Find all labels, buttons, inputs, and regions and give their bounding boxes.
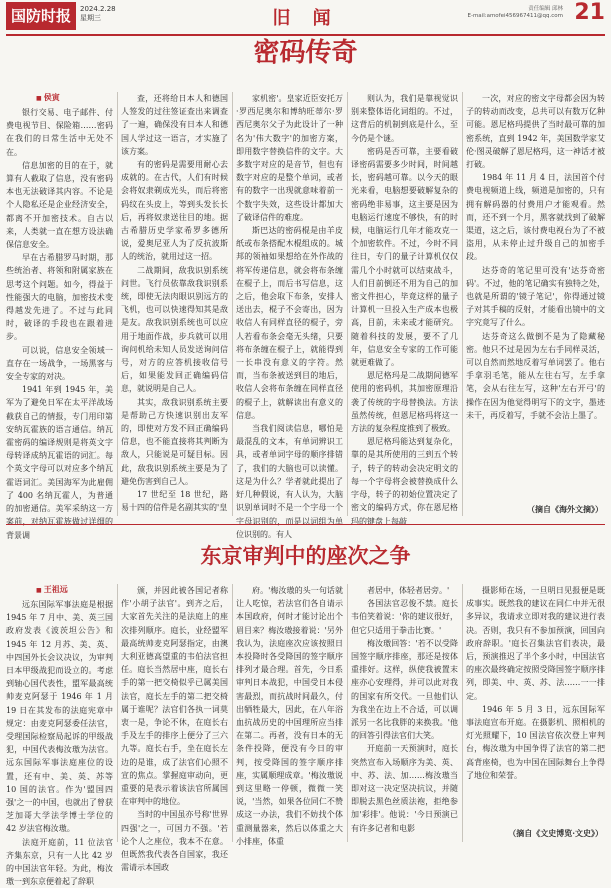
column-divider <box>347 92 348 516</box>
article1-column-4 <box>351 92 458 526</box>
paragraph: 恩尼格玛是二战期间德军使用的密码机，其加密原理沿袭了传统的字母替换法。方法虽然传统，但恩尼格玛将这一方法的复杂程度推到了极致。 <box>351 371 458 434</box>
column-divider <box>232 584 233 842</box>
paragraph: 颁，并因此被各国记者称作'小胡子法官'。到齐之后，大家首先关注的是法庭上的座次排列顺序。庭长，业经盟军最高统帅麦克阿瑟指定，由澳大利亚德高望重的韦伯法官担任。庭长当然居中座，庭长右手的第一把交椅似乎已属美国法官，庭长左手的第二把交椅属于谁呢？法官们各执一词莫衷一是，争论不休，在庭长右手及左手的排序上便分了三六九等。庭长右手，坐在庭长左边的是谁，成了法官们心照不宣的焦点。掌握庭审动向，更重要的是表示着该法官所属国在审判中的地位。 <box>121 586 228 807</box>
paragraph: 银行交易、电子邮件、付费电视节目、保险箱……密码在我们的日常生活中无处不在。 <box>6 108 113 157</box>
paragraph: 信息加密的目的在于，就算有人截取了信息，没有密码本也无法破译其内容。不论是个人隐私还是企业经济安全，都离不开加密技术。自古以来，人类就一直在想方设法确保信息安全。 <box>6 160 113 250</box>
paragraph: 查，还将给日本人和德国人签发的过往签证查出来调查了一遍，确保没有日本人和德国人学过这一语言，才实施了该方案。 <box>121 94 228 156</box>
paragraph: 摄影师在场，一旦明日见报便是既成事实。既然我的建议在同仁中并无很多异议，我请求立即对我的建议进行表决。否则，我只有不参加预演，回国向政府辞职。'庭长召集法官们表决，最后，预演推迟了半个多小时，中国法官的座次最终确定按照受降国签字顺序排列，即美、中、英、苏、法……一一排定。 <box>466 586 605 701</box>
paragraph: 1941 年到 1945 年，美军为了避免日军在太平洋战场截获自己的情报，专门用印第安纳瓦霍族的语言通信。纳瓦霍密码的编译规则是将英文字母转译成纳瓦霍语的词汇。每个英文字母可以对应多个纳瓦霍语词汇。美国海军为此雇佣了 400 名纳瓦霍人，为普通的加密通信。美军采纳这一方案前，对纳瓦霍族做过详细的背景调 <box>6 385 113 540</box>
newspaper-masthead: 国防时报 <box>6 2 76 30</box>
paragraph: 1984 年 11 月 4 日，法国首个付费电视频道上线，频道是加密的，只有拥有解码器的付费用户才能观看。然而，还不到一个月，黑客就找到了破解渠道，这之后，该付费电视台为了不被盗用，从未停止过升级自己的加密手段。 <box>466 173 605 262</box>
column-divider <box>117 92 118 516</box>
column-divider <box>462 92 463 516</box>
article2-source: （摘自《文史博览·文史》） <box>508 828 603 838</box>
paragraph: 早在古希腊罗马时期，那些统治者、将领和附属家族在思考这个问题。如今，得益于性能强大的电脑，加密技术变得越发先进了。不过与此同时，破译的手段也在跟着进步。 <box>6 253 113 342</box>
weekday-text: 星期三 <box>80 14 101 22</box>
paragraph: 远东国际军事法庭是根据 1945 年 7 月中、美、英三国政府发表《波茨坦公告》和 1945 年 12 月苏、美、英、中四国外长会议决议，为审判日本甲级战犯而设立的。考虑到轴心国代表性，盟军最高统帅麦克阿瑟于 1946 年 1 月 19 日在其发布的法庭宪章中规定：由麦克阿瑟委任法官，受理国际检察局起诉的甲级战犯，中国代表梅汝璈为法官。远东国际军事法庭座位的设置，还有中、美、英、苏等 10 国的法官。作为'盟国四强'之一的中国，也就出了曾获芝加哥大学法学博士学位的 42 岁法官梅汝璈。 <box>6 600 113 834</box>
paragraph: 1946 年 5 月 3 日，远东国际军事法庭宣布开庭。在摄影机、照相机的灯光照耀下，10 国法官依次登上审判台，梅汝璈为中国争得了法官的第二把高背座椅，也为中国在国际舞台上争得了地位和荣誉。 <box>466 704 605 780</box>
editor-info <box>467 6 563 20</box>
paragraph: 当时的中国虽亦号称'世界四强'之一，可国力不强。'若论个人之座位，我本不在意。但既然我代表各自国家，我还需请示本国政 <box>121 810 228 873</box>
paragraph: 其实，敌我识别系统主要是帮助己方快速识别出友军的，即使对方发不回正确编码信息，也不能直接将其判断为敌人，只能说是可疑目标。因此，敌我识别系统主要是为了避免伤害到自己人。 <box>121 397 228 486</box>
paragraph: 则认为，我们是靠视觉识别来整体语化词组的。不过，这背后的机制到底是什么，至今仍是个谜。 <box>351 94 458 143</box>
paragraph: 梅汝璈回答：'若不以受降国签字顺序排座，那还是按体重排好。这样，纵使我被置末座亦心安理得，并可以此对我的国家有所交代。一旦他们认为我坐在边上不合适，可以调派另一名比我胖的来换我。'他的回答引得法官们大笑。 <box>351 638 458 741</box>
column-divider <box>347 584 348 842</box>
paragraph: 当我们阅读信息，哪怕是最混乱的文本，有单词辨识工具，或者单词字母的顺序排错了，我们的大脑也可以读懂。这是为什么？学者就此提出了好几种假说，有人认为，大脑识别单词时不是一个字母一个字母识别的，而是以词组为单位识别的。有人 <box>236 424 343 539</box>
paragraph: 可以说，信息安全领域一直存在一场战争，一场黑客与安全专家的对决。 <box>6 345 113 382</box>
paragraph: 法庭开庭前，11 位法官齐集东京，只有一人比 42 岁的中国法官年轻。为此，梅汝璈一到东京便着起了辞职 <box>6 837 113 887</box>
paragraph: 17 世纪至 18 世纪，路易十四的信件是名副其实的'皇 <box>121 490 228 513</box>
section-title: 旧 闻 <box>272 8 339 29</box>
article-divider <box>6 524 605 525</box>
article1-source: （摘自《海外文摘》） <box>527 504 603 514</box>
article1-column-5 <box>466 92 605 500</box>
paragraph: 有的密码是需要用耐心去成就的。在古代，人们有时候会将奴隶剃成光头，而后将密码纹在头皮上，等到头发长长后，再将奴隶送往目的地。据古希腊历史学家希罗多德所说，爱奥尼亚人为了反抗波斯人的统治，就用过这一招。 <box>121 160 228 262</box>
paragraph: 达芬奇的笔记里可没有'达芬奇密码'。不过，他的笔记确实有独特之处，也就是所谓的'镜子笔记'，你得通过镜子对其手稿的反射，才能看出镜中的文字究竟写了什么。 <box>466 265 605 328</box>
paragraph: 府。'梅汝璈的头一句话就让人吃惊，若法官们各自请示本国政府，何时才能讨论出个眉目来？梅汝璈接着说：'另外我认为，法庭座次应该按照日本投降时各受降国的签字顺序排列才最合理。首先，今日系审判日本战犯，中国受日本侵害最烈，而抗战时间最久，付出牺牲最大，因此，在八年浴血抗战历史的中国理所应当排在第二。再者，没有日本的无条件投降，便没有今日的审判，按受降国的签字顺序排座，实属顺理成章。'梅汝璈说到这里略一停顿，微微一笑说，'当然，如果各位同仁不赞成这一办法，我们不妨找个体重测量器来，然后以体重之大小排座，体重 <box>236 586 343 846</box>
article1-title: 密码传奇 <box>253 38 358 68</box>
article2-author: ■ 王祖远 <box>36 584 68 595</box>
paragraph: 达芬奇这么做倒不是为了隐藏秘密。他只不过是因为左右手同样灵活，可以自然而然地反着写单词罢了。他右手拿羽毛笔，能从左往右写，左手拿笔，会从右往左写，这种'左右开弓'的操作在因为他觉得明写下的文字，墨迹未干，再反着写，手就不会沾上墨了。 <box>466 331 605 420</box>
article1-author: ■ 侯寅 <box>36 92 60 103</box>
page-number: 21 <box>574 0 605 25</box>
article2-column-4 <box>351 584 458 842</box>
article2-column-5 <box>466 584 605 828</box>
article2-column-2 <box>121 584 228 873</box>
article1-column-2 <box>121 92 228 516</box>
column-divider <box>462 584 463 842</box>
paragraph: 二战期间，敌我识别系统问世。飞行员依靠敌我识别系统，即使无法肉眼识别远方的飞机，也可以快速得知其是敌是友。敌我识别系统也可以应用于地面作战，步兵就可以用询问机给未知人员发送询问信号，对方的应答机接收信号后，如果能发回正确编码信息，就说明是自己人。 <box>121 265 228 394</box>
date-text: 2024.2.28 <box>80 5 116 13</box>
article1-column-3 <box>236 92 343 539</box>
paragraph: 一次，对应的密文字母都会因为转子的转动而改变，总共可以有数万亿种可能。恩尼格玛提供了当时最可靠的加密系统，直到 1942 年，美国数学家艾伦·图灵破解了恩尼格玛，这一神话才被打破。 <box>466 94 605 170</box>
paragraph: 恩尼格玛能达到复杂化，靠的是其所使用的三到五个转子，转子的转动会决定明文的每一个字母将会被替换成什么字母，转子的初始位置决定了密文的编码方式，你在恩尼格玛的键盘上每敲 <box>351 437 458 526</box>
paragraph: 开庭前一天预演时，庭长突然宣布入场顺序为美、英、中、苏、法、加……梅汝璈当即对这一决定坚决抗议，并随即脱去黑色丝质法袍，拒绝参加'彩排'。他说：'今日预演已有许多记者和电影 <box>351 744 458 833</box>
paragraph: 家机密'。皇家近臣安托万·罗西尼奥尔和博纳旺蒂尔·罗西尼奥尔父子为此设计了一种名为'伟大数字'的加密方案，即用数字替换信件的文字。大多数字对应的是音节，但也有数字对应的是整个单词，或者有的数字一出现就意味着前一个数字失效，这些设计都加大了破译信件的难度。 <box>236 94 343 222</box>
column-divider <box>232 92 233 516</box>
article2-column-1 <box>6 598 113 887</box>
paragraph: 者居中，体轻者居旁。' <box>367 586 450 595</box>
editor-email: E-mail:amofei456967411@qq.com <box>467 13 563 19</box>
article2-title: 东京审判中的座次之争 <box>200 544 411 568</box>
editor-name: 责任编辑 邱林 <box>528 6 563 12</box>
paragraph: 各国法官忍俊不禁。庭长韦伯笑着说：'你的建议很好，但它只适用于拳击比赛。' <box>351 599 458 635</box>
page-header <box>6 0 605 36</box>
article2-column-3 <box>236 584 343 846</box>
paragraph: 密码是否可靠，主要看破译密码需要多少时间，时间越长，密码越可靠。以今天的眼光来看，电脑想要破解复杂的密码绝非易事，这主要是因为电脑运行速度不够快，有的时候，电脑运行几年才能攻克一个加密软件。不过，今时不同往日，专门的量子计算机仅仅需几个小时就可以结束战斗，人们目前倒还不用为自己的加密文件担心，毕竟这样的量子计算机一旦投入生产成本也极高，目前，未来或才能研究。随着科技的发展，要不了几年，信息安全专家的工作可能就更难做了。 <box>351 146 458 368</box>
article1-column-1 <box>6 106 113 540</box>
paragraph: 斯巴达的密码棍是由羊皮纸或布条搭配木棍组成的。城邦的领袖如果想给在外作战的将军传递信息，就会将布条缠在棍子上，而后书写信息，这之后，他会取下布条，安排人送出去，棍子不会寄出，因为收信人有同样直径的棍子，旁人若看布条会毫无头绪，只要将布条缠在棍子上，就能得到一长串没有意义的字符。然而，当布条被送到目的地后，收信人会将布条缠在同样直径的棍子上，就解读出有意义的信息。 <box>236 226 343 420</box>
column-divider <box>117 584 118 842</box>
